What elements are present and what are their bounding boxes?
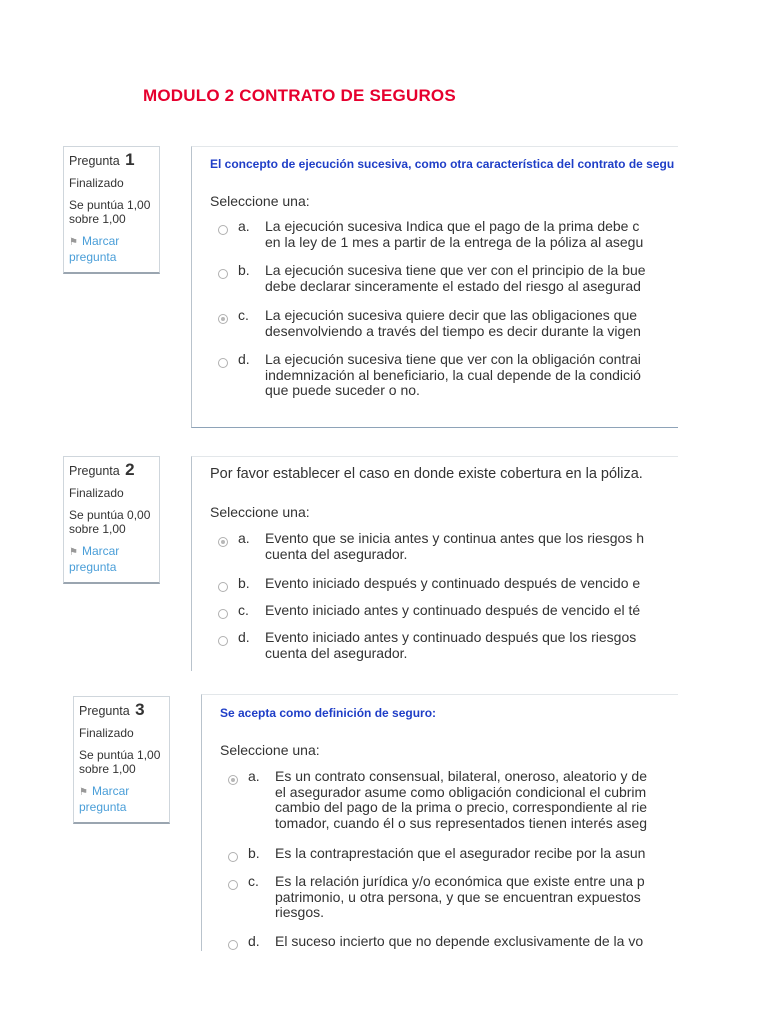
- question-label: Pregunta: [69, 464, 120, 478]
- flag-question-link[interactable]: ⚑ Marcar pregunta: [79, 784, 130, 814]
- question-score: Se puntúa 1,00 sobre 1,00: [79, 748, 161, 776]
- question-text: El concepto de ejecución sucesiva, como otra característica del contrato de segu: [210, 157, 675, 171]
- question-info-2: [63, 456, 160, 584]
- radio-button-selected[interactable]: [228, 775, 238, 785]
- radio-button-selected[interactable]: [218, 314, 228, 324]
- select-one-label: Seleccione una:: [220, 742, 320, 758]
- question-card-1: El concepto de ejecución sucesiva, como otra característica del contrato de segu Seleccione una: a. La ejecución sucesiva Indica que el pago de la prima debe c en la ley de 1 mes a partir de la entrega de la póliza al asegu b. La ejecución sucesiva tiene que ver con el principio de la bue debe declarar sinceramente el estado del riesgo al asegurad c. La ejecución sucesiva quiere decir que las obligaciones que desenvolviendo a través del tiempo es decir durante la vigen d. La ejecución sucesiva tiene que ver con la obligación contrai indemnización al beneficiario, la cual depende de la condició que puede suceder o no.: [191, 146, 678, 428]
- radio-button[interactable]: [218, 609, 228, 619]
- question-number: 2: [125, 460, 135, 479]
- question-state: Finalizado: [69, 176, 124, 190]
- question-score: Se puntúa 0,00 sobre 1,00: [69, 508, 151, 536]
- document-title: MODULO 2 CONTRATO DE SEGUROS: [143, 86, 456, 105]
- flag-question-link[interactable]: ⚑ Marcar pregunta: [69, 234, 120, 264]
- radio-button[interactable]: [218, 636, 228, 646]
- question-number: 3: [135, 700, 145, 719]
- question-state: Finalizado: [79, 726, 134, 740]
- flag-icon: ⚑: [69, 547, 78, 558]
- question-text: Por favor establecer el caso en donde existe cobertura en la póliza.: [210, 466, 643, 482]
- question-card-2: Por favor establecer el caso en donde existe cobertura en la póliza. Seleccione una: a. Evento que se inicia antes y continua antes que los riesgos h cuenta del asegurador. b. Evento iniciado después y continuado después de vencido e c. Evento iniciado antes y continuado después de vencido el té d. Evento iniciado antes y continuado después que los riesgos cuenta del asegurador.: [191, 456, 678, 671]
- question-score: Se puntúa 1,00 sobre 1,00: [69, 198, 151, 226]
- question-number: 1: [125, 150, 135, 169]
- radio-button[interactable]: [228, 880, 238, 890]
- question-card-3: Se acepta como definición de seguro: Seleccione una: a. Es un contrato consensual, bilateral, oneroso, aleatorio y de el asegurador asume como obligación condicional el cubrim cambio del pago de la prima o precio, correspondiente al rie tomador, cuando él o sus representados tienen interés aseg b. Es la contraprestación que el asegurador recibe por la asun c. Es la relación jurídica y/o económica que existe entre una p patrimonio, u otra persona, y que se encuentran expuestos riesgos. d. El suceso incierto que no depende exclusivamente de la vo: [201, 694, 678, 951]
- question-label: Pregunta: [69, 154, 120, 168]
- select-one-label: Seleccione una:: [210, 193, 310, 209]
- question-info-3: [73, 696, 170, 824]
- question-info-1: [63, 146, 160, 274]
- flag-icon: ⚑: [79, 787, 88, 798]
- radio-button[interactable]: [218, 582, 228, 592]
- question-text: Se acepta como definición de seguro:: [220, 706, 437, 720]
- select-one-label: Seleccione una:: [210, 504, 310, 520]
- radio-button[interactable]: [218, 358, 228, 368]
- radio-button[interactable]: [218, 269, 228, 279]
- flag-question-link[interactable]: ⚑ Marcar pregunta: [69, 544, 120, 574]
- radio-button[interactable]: [228, 940, 238, 950]
- radio-button-selected[interactable]: [218, 537, 228, 547]
- flag-icon: ⚑: [69, 237, 78, 248]
- radio-button[interactable]: [228, 852, 238, 862]
- question-state: Finalizado: [69, 486, 124, 500]
- question-label: Pregunta: [79, 704, 130, 718]
- radio-button[interactable]: [218, 225, 228, 235]
